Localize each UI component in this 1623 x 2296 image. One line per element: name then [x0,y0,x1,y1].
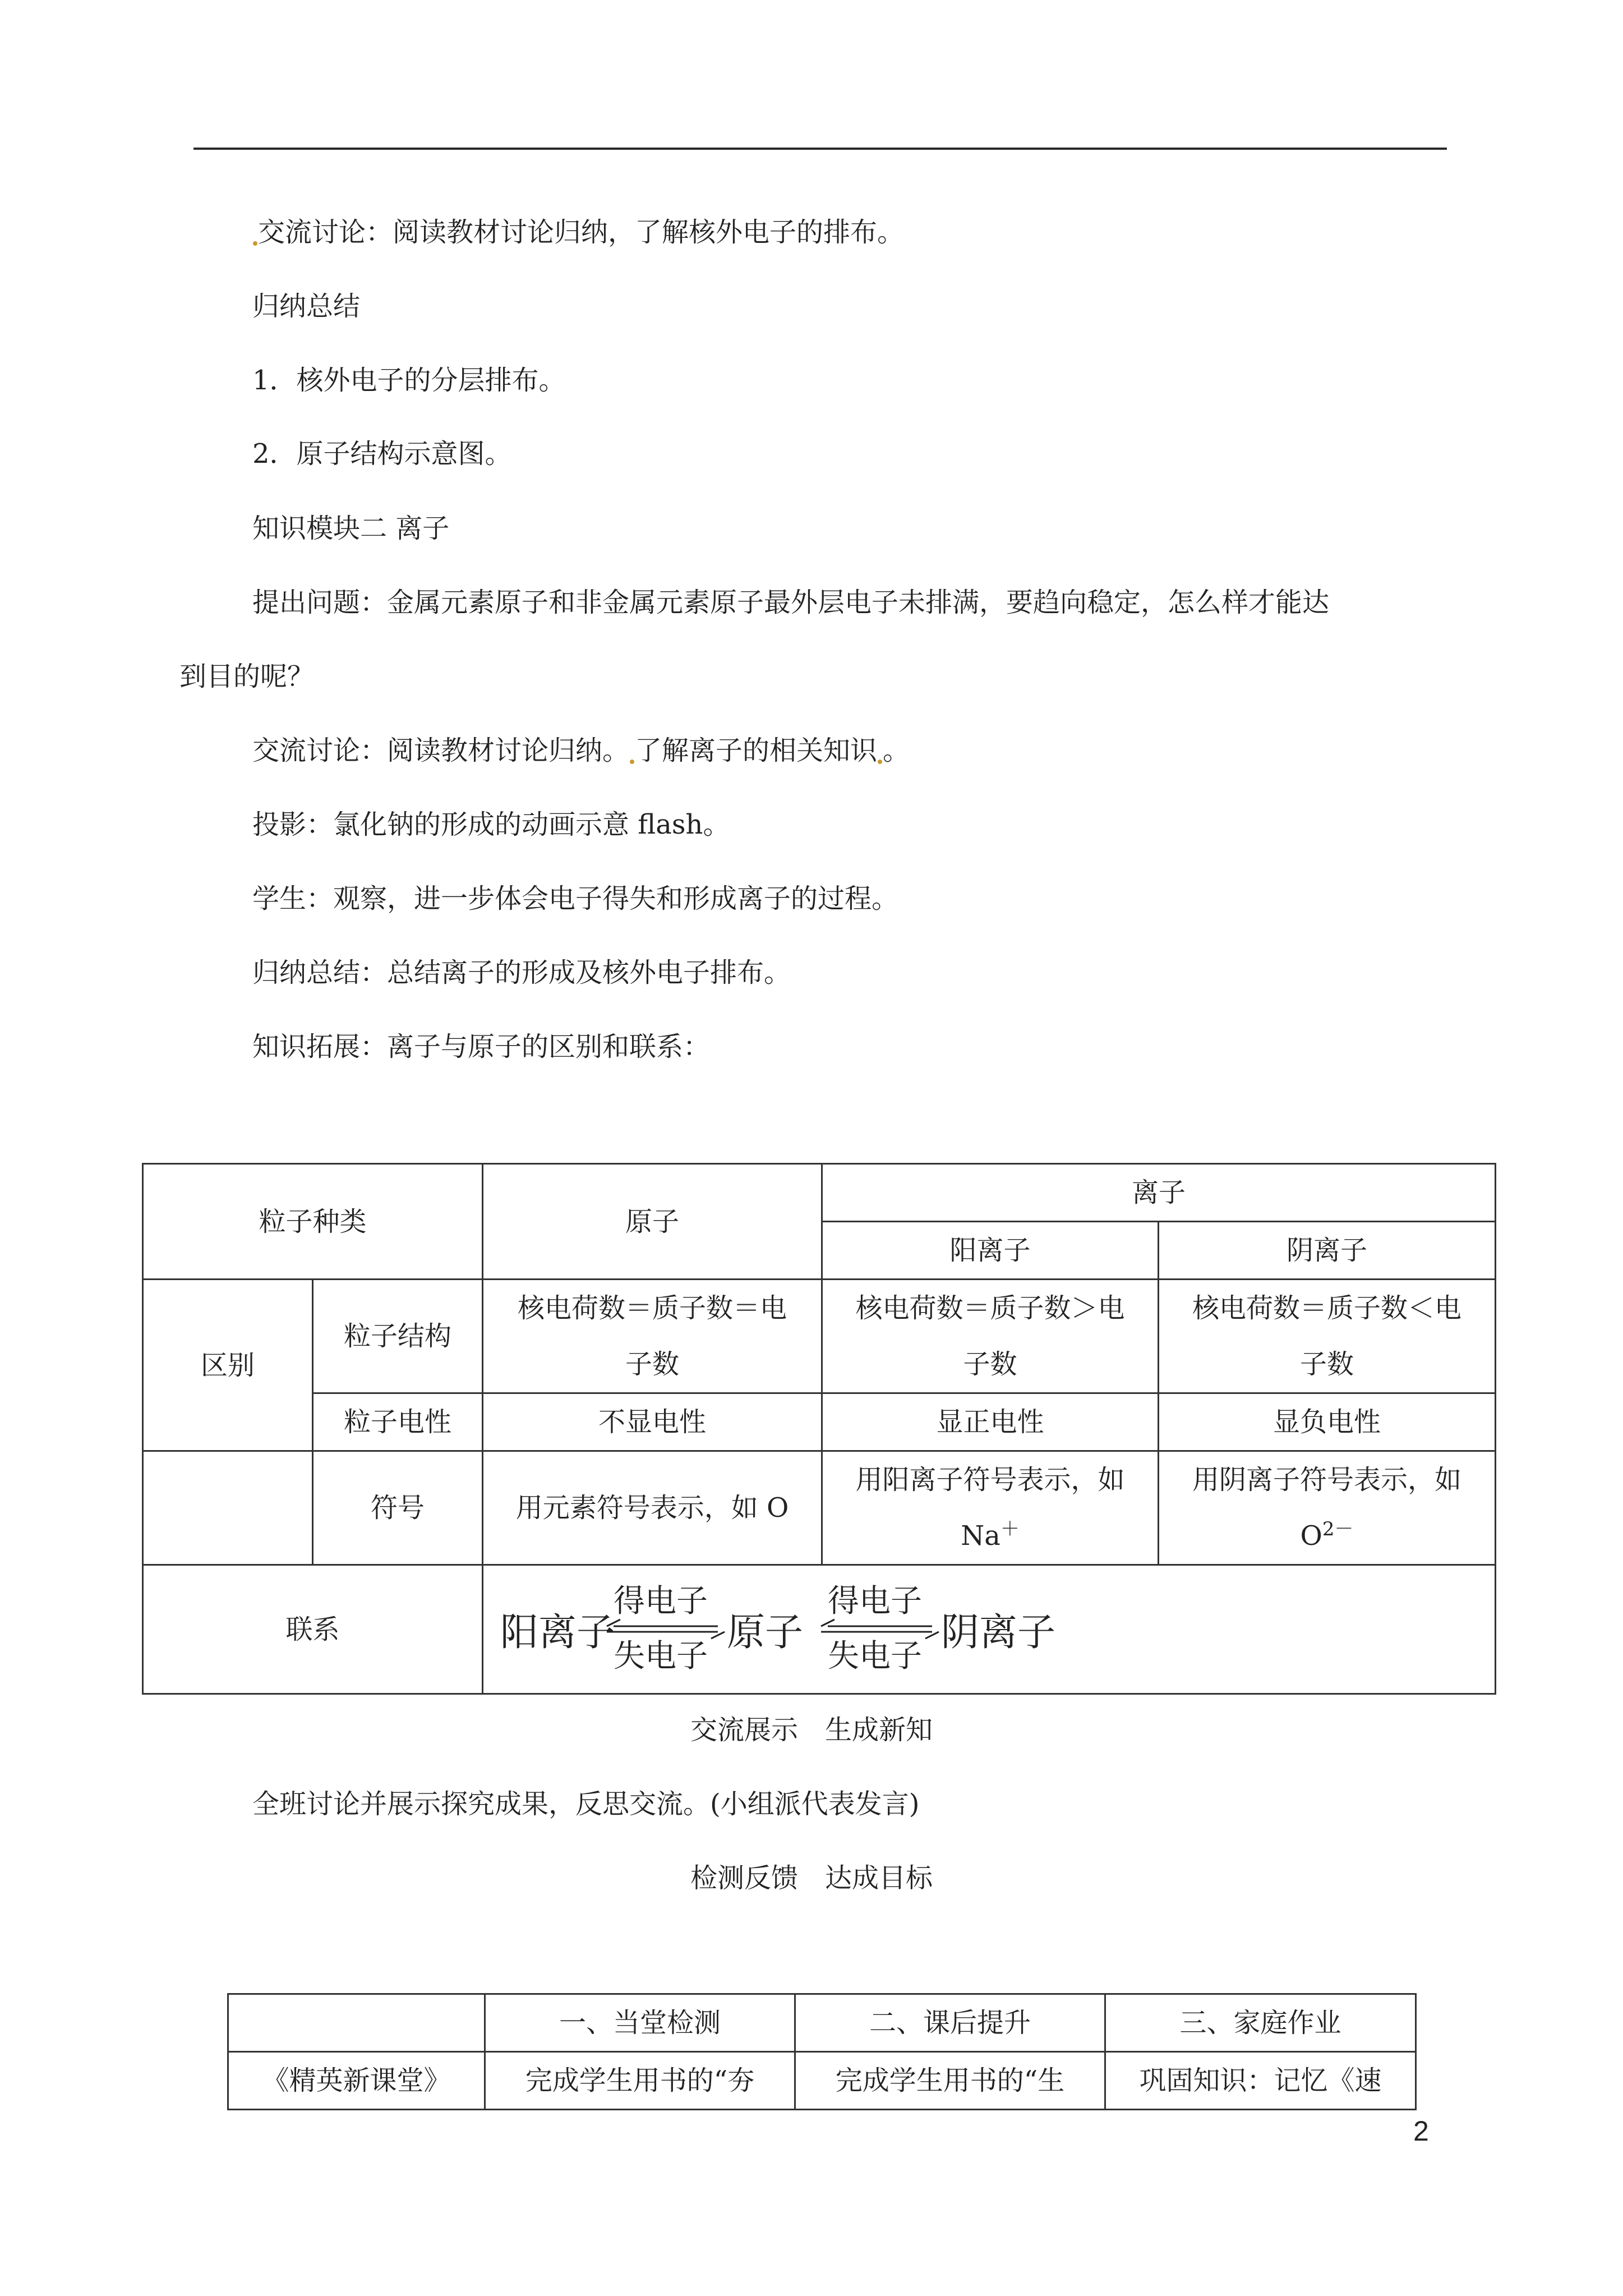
formula-anion: 阴离子 [941,1610,1056,1655]
empty-cell [143,1451,313,1565]
arrow-head [925,1632,939,1639]
atom-structure-cell: 核电荷数＝质子数＝电 子数 [483,1280,822,1393]
header-atom: 原子 [483,1164,822,1280]
diff-label: 区别 [143,1280,313,1451]
ion-relation-formula [483,1568,1493,1691]
cation-charge-cell: 显正电性 [822,1393,1159,1451]
paragraph: 提出问题：金属元素原子和非金属元素原子最外层电子未排满，要趋向稳定，怎么样才能达 [252,587,1330,618]
paragraph: 学生：观察，进一步体会电子得失和形成离子的过程。 [252,883,899,914]
heading-exchange: 交流展示 生成新知 [690,1714,933,1746]
paragraph-continuation: 到目的呢？ [179,661,315,692]
ion-atom-comparison-table [142,1163,1496,1695]
task-col-2: 二、课后提升 [795,1994,1105,2052]
task-corner-cell [228,1994,485,2052]
cation-symbol-cell: 用阳离子符号表示，如 Na＋ [822,1451,1159,1565]
anion-charge-cell: 显负电性 [1159,1393,1496,1451]
formula-atom: 原子 [727,1610,804,1655]
paragraph: 知识拓展：离子与原子的区别和联系： [252,1031,711,1062]
paragraph: 2．原子结构示意图。 [252,438,512,470]
row-label-charge: 粒子电性 [313,1393,483,1451]
header-rule [193,148,1447,150]
paragraph: 归纳总结 [252,291,361,322]
task-row-label: 《精英新课堂》 [228,2052,485,2110]
row-label-symbol: 符号 [313,1451,483,1565]
paragraph: 全班讨论并展示探究成果，反思交流。(小组派代表发言) [252,1788,920,1820]
task-cell-3: 巩固知识：记忆《速 [1105,2052,1416,2110]
heading-feedback: 检测反馈 达成目标 [690,1862,933,1894]
formula-gain-2: 得电子 [828,1582,923,1619]
relation-formula-cell [483,1565,1496,1694]
relation-label: 联系 [143,1565,483,1694]
annotation-dot [630,760,634,764]
paragraph: 1．核外电子的分层排布。 [252,365,566,396]
annotation-dot [878,760,882,764]
header-particle-type: 粒子种类 [143,1164,483,1280]
header-cation: 阳离子 [822,1222,1159,1280]
task-col-1: 一、当堂检测 [485,1994,795,2052]
task-cell-2: 完成学生用书的“生 [795,2052,1105,2110]
formula-gain-1: 得电子 [614,1582,708,1619]
paragraph: 归纳总结：总结离子的形成及核外电子排布。 [252,957,791,988]
atom-charge-cell: 不显电性 [483,1393,822,1451]
task-cell-1: 完成学生用书的“夯 [485,2052,795,2110]
row-label-structure: 粒子结构 [313,1280,483,1393]
annotation-dot [253,241,257,246]
paragraph: 交流讨论：阅读教材讨论归纳。 了解离子的相关知识 。 [252,735,910,766]
atom-symbol-cell: 用元素符号表示，如 O [483,1451,822,1565]
cation-structure-cell: 核电荷数＝质子数＞电 子数 [822,1280,1159,1393]
section-heading: 知识模块二 离子 [252,513,450,544]
formula-lose-1: 失电子 [614,1637,708,1674]
anion-symbol-cell: 用阴离子符号表示，如 $O^{2-}$ [1159,1451,1496,1565]
page-number: 2 [1413,2115,1429,2147]
paragraph: 交流讨论：阅读教材讨论归纳，了解核外电子的排布。 [252,215,904,249]
formula-cation: 阳离子 [500,1610,615,1655]
anion-structure-cell: 核电荷数＝质子数＜电 子数 [1159,1280,1496,1393]
paragraph: 投影：氯化钠的形成的动画示意 flash。 [252,809,730,840]
header-anion: 阴离子 [1159,1222,1496,1280]
formula-lose-2: 失电子 [828,1637,923,1674]
task-table [227,1993,1417,2110]
task-col-3: 三、家庭作业 [1105,1994,1416,2052]
arrow-head [711,1632,725,1639]
header-ion: 离子 [822,1164,1496,1222]
arrow-head [821,1619,834,1626]
